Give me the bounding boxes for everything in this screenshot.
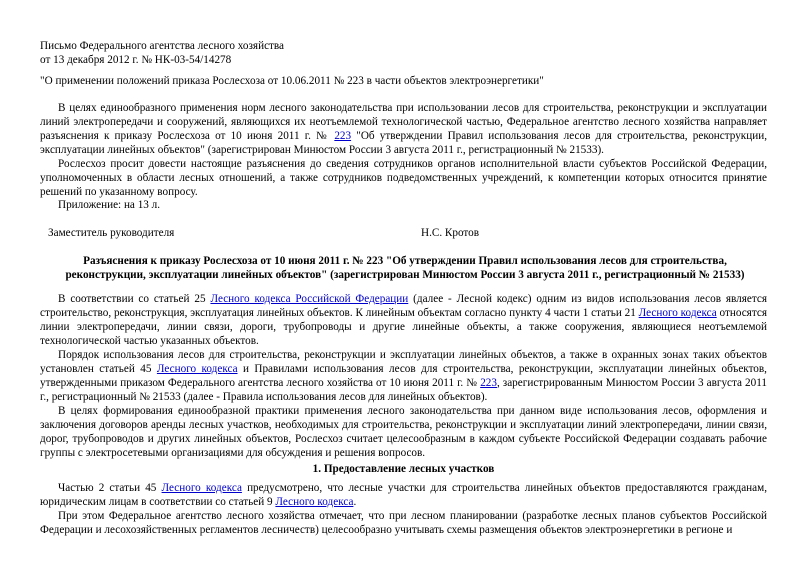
letter-header-line2: от 13 декабря 2012 г. № НК-03-54/14278: [40, 54, 232, 66]
clarification-paragraph-3: В целях формирования единообразной практики применения лесного законодательства при данном виде использования лесов, оформления и заключения договоров аренды лесных участков, необходимых для строительства, реконструкции и эксплуатации линий электропередачи, линии связи, дорог, трубопроводов и других линейных объектов, Рослесхоз считает целесообразным в каждом субъекте Российской Федерации создавать рабочие группы с электросетевыми организациями для обсуждения и решения вопросов.: [40, 405, 767, 459]
letter-paragraph-1: В целях единообразного применения норм лесного законодательства при использовании лесов для строительства, реконструкции и эксплуатации линий электропередачи и сооружений, являющихся их неотъемлемой технологической частью, Федеральное агентство лесного хозяйства направляет разъяснения к приказу Рослесхоза от 10 июня 2011 г. № 223 "Об утверждении Правил использования лесов для строительства, реконструкции, эксплуатации линейных объектов" (зарегистрирован Минюстом России 3 августа 2011 г., регистрационный № 21533).: [40, 102, 768, 156]
section-1-paragraph-1: Частью 2 статьи 45 Лесного кодекса предусмотрено, что лесные участки для строительства линейных объектов предоставляются гражданам, юридическим лицам в соответствии со статьей 9 Лесного кодекса.: [40, 482, 767, 508]
clarification-title: Разъяснения к приказу Рослесхоза от 10 июня 2011 г. № 223 "Об утверждении Правил использования лесов для строительства, реконструкции, эксплуатации линейных объектов" (зарегистрирован Минюстом России 3 августа 2011 г., регистрационный № 21533): [65, 255, 745, 281]
signer-title: Заместитель руководителя: [48, 227, 175, 239]
section-1-heading: 1. Предоставление лесных участков: [312, 463, 495, 475]
section-1-paragraph-2: При этом Федеральное агентство лесного хозяйства отмечает, что при лесном планировании (разработке лесных планов субъектов Российской Федерации и лесохозяйственных регламентов лесничеств) целесообразно учитывать схемы размещения объектов электроэнергетики в регионе и: [40, 510, 767, 536]
forest-code-link[interactable]: Лесного кодекса: [638, 307, 717, 319]
forest-code-rf-link[interactable]: Лесного кодекса Российской Федерации: [210, 293, 409, 305]
letter-paragraph-2: Рослесхоз просит довести настоящие разъяснения до сведения сотрудников органов исполнительной власти субъектов Российской Федерации, уполномоченных в области лесных отношений, а также сотрудников подведомственных учреждений, к компетенции которых относится принятие решений по указанному вопросу.: [40, 158, 767, 198]
forest-code-link[interactable]: Лесного кодекса: [275, 496, 354, 508]
order-223-link[interactable]: 223: [334, 130, 352, 142]
signer-name: Н.С. Кротов: [421, 227, 480, 239]
forest-code-link[interactable]: Лесного кодекса: [156, 363, 238, 375]
letter-subject: "О применении положений приказа Рослесхоза от 10.06.2011 № 223 в части объектов электроэнергетики": [40, 75, 544, 87]
order-223-link[interactable]: 223: [480, 377, 497, 389]
clarification-paragraph-2: Порядок использования лесов для строительства, реконструкции и эксплуатации линейных объектов, а также в охранных зонах таких объектов установлен статьей 45 Лесного кодекса и Правилами использования лесов для строительства, реконструкции, эксплуатации линейных объектов, утвержденными приказом Федерального агентства лесного хозяйства от 10 июня 2011 г. № 223, зарегистрированным Минюстом России 3 августа 2011 г., регистрационный № 21533 (далее - Правила использования лесов для линейных объектов).: [40, 349, 767, 403]
letter-attachment: Приложение: на 13 л.: [58, 199, 161, 211]
clarification-paragraph-1: В соответствии со статьей 25 Лесного кодекса Российской Федерации (далее - Лесной кодекс) одним из видов использования лесов является строительство, реконструкция, эксплуатация линейных объектов. К линейным объектам согласно пункту 4 части 1 статьи 21 Лесного кодекса относятся линии электропередачи, линии связи, дороги, трубопроводы и другие линейные объекты, а также сооружения, являющиеся неотъемлемой технологической частью указанных объектов.: [40, 293, 767, 347]
forest-code-link[interactable]: Лесного кодекса: [161, 482, 242, 494]
letter-header-line1: Письмо Федерального агентства лесного хозяйства: [40, 40, 285, 52]
